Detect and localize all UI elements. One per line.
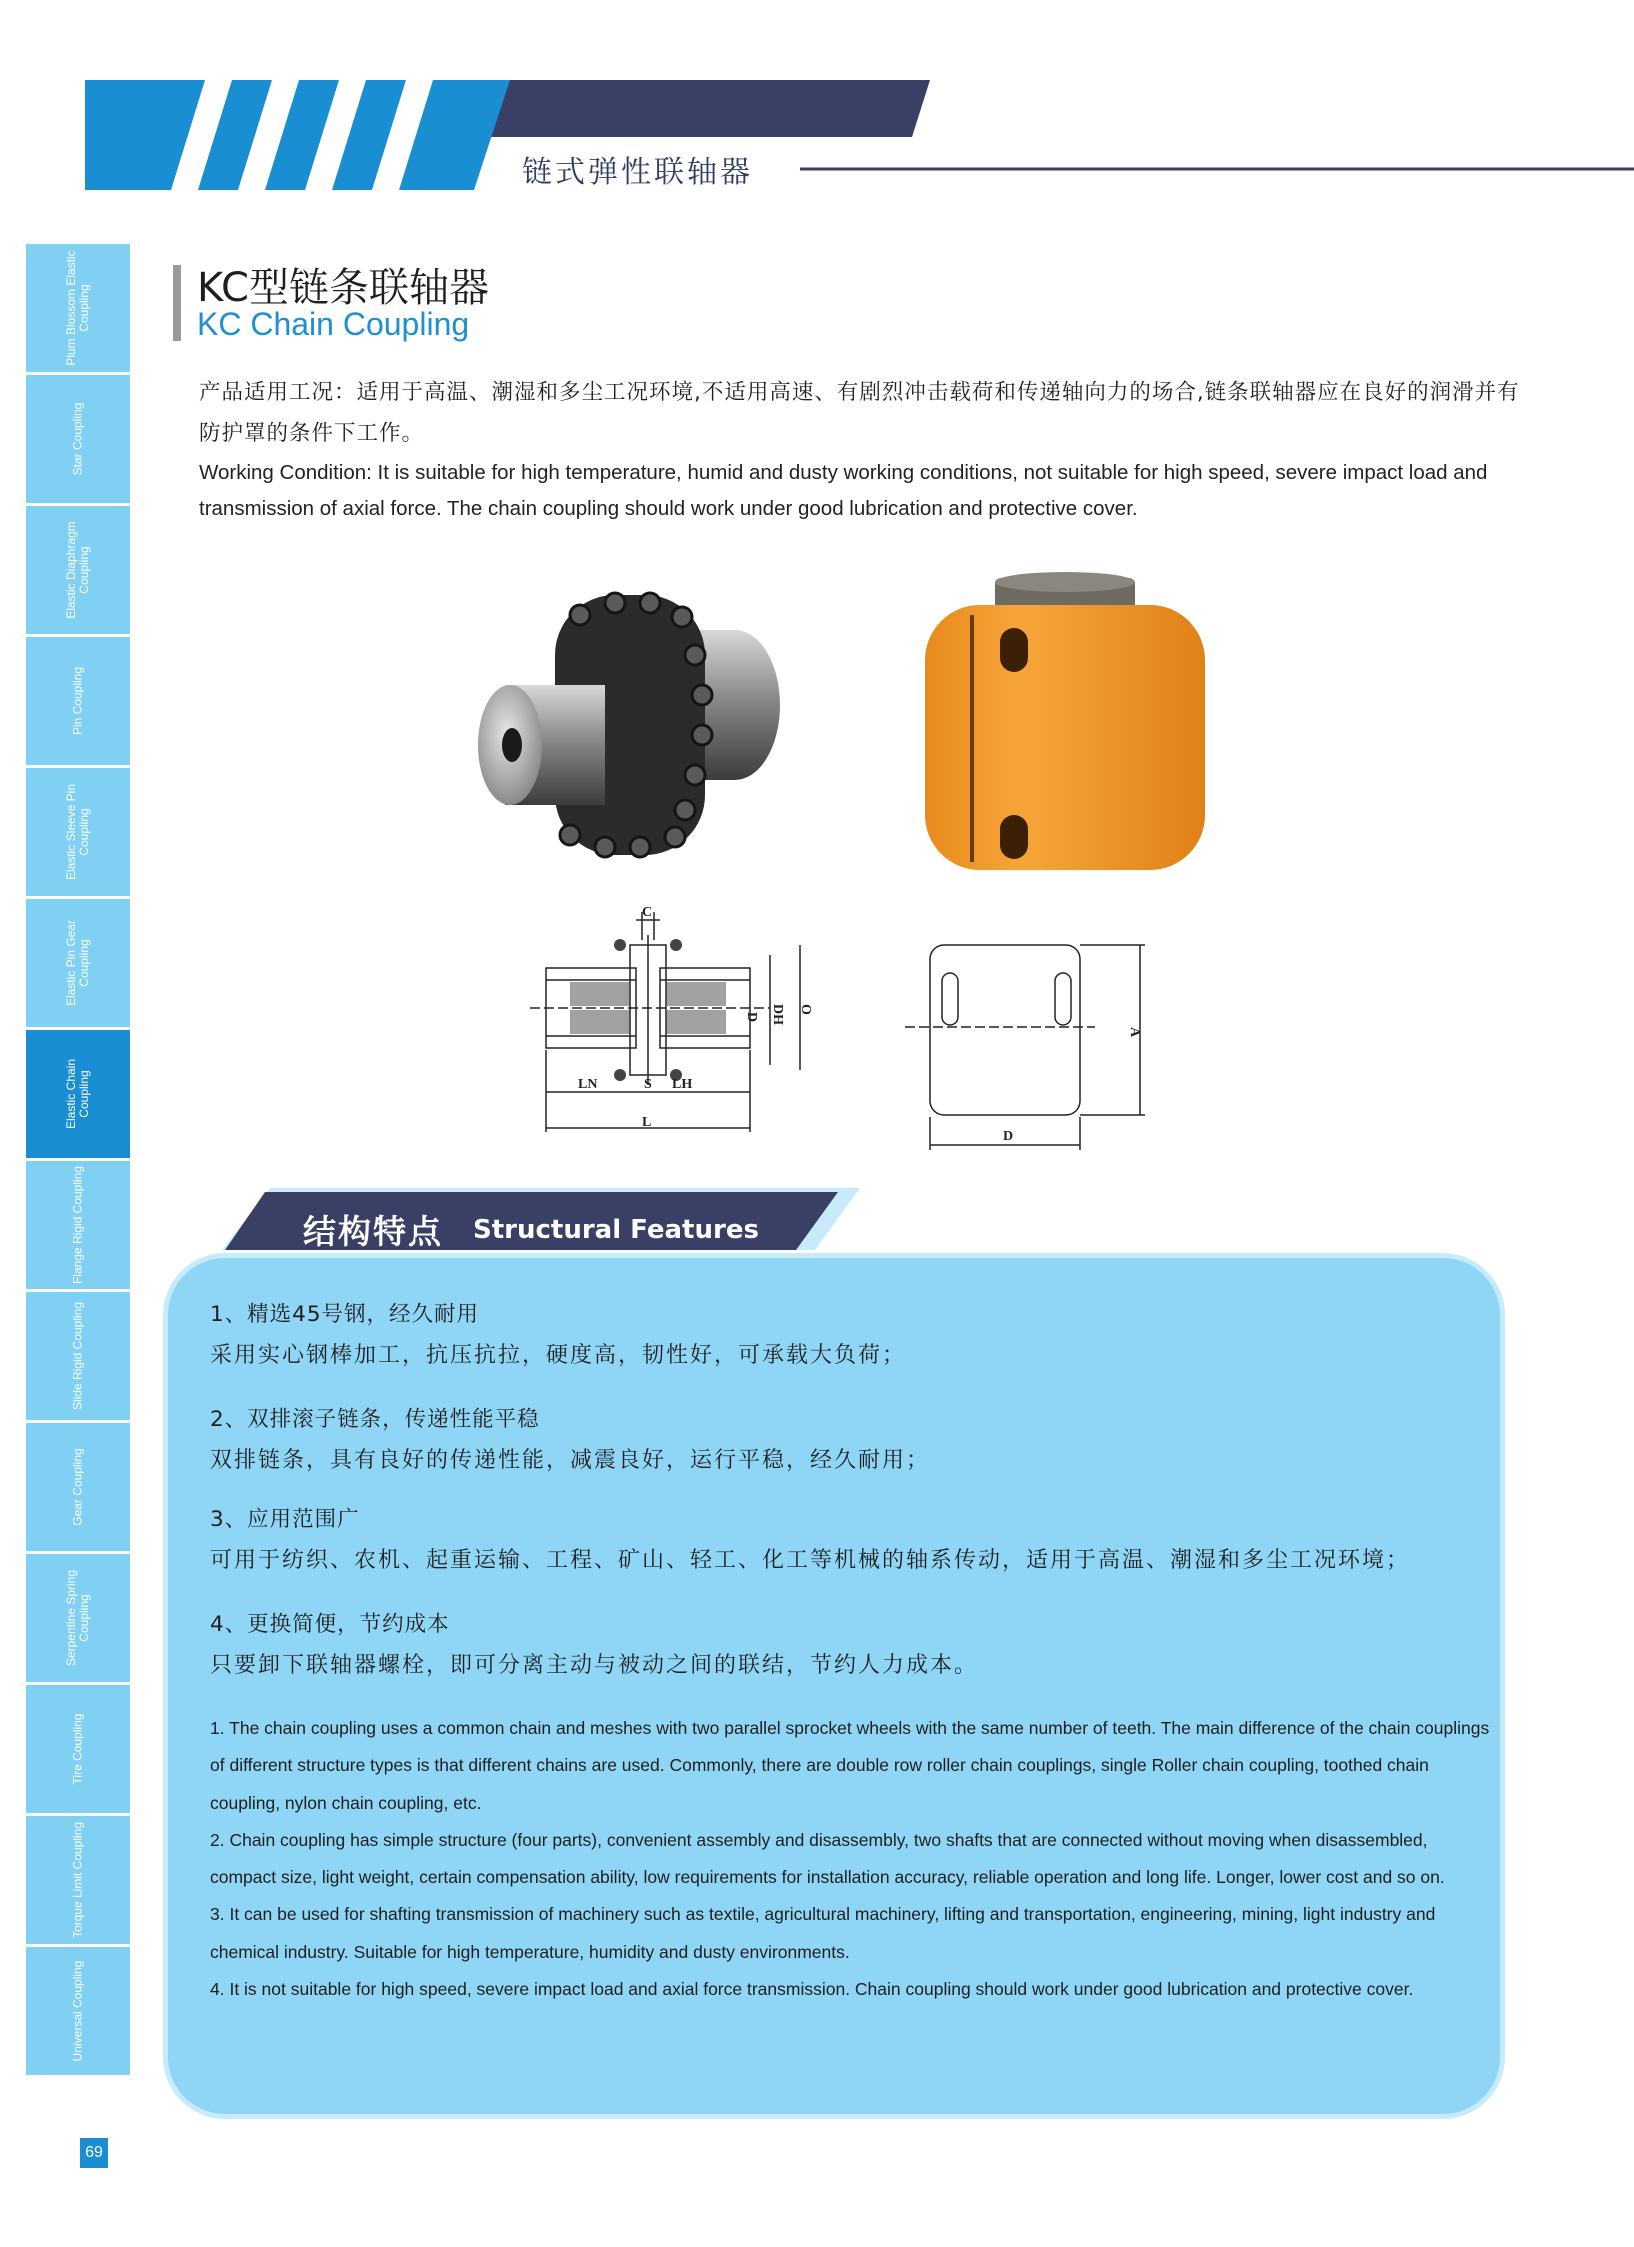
features-tab-title-en: Structural Features xyxy=(473,1215,759,1245)
feature-2-body: 双排链条，具有良好的传递性能，减震良好，运行平稳，经久耐用； xyxy=(210,1448,931,1473)
dim-label-dh: DH xyxy=(770,1004,785,1025)
sidebar-item-label: Serpentine Spring Coupling xyxy=(64,1569,91,1667)
coupling-section-drawing xyxy=(530,900,840,1145)
dim-label-l: L xyxy=(642,1115,652,1130)
dim-label-c: C xyxy=(642,905,653,920)
dim-label-ln: LN xyxy=(578,1077,598,1092)
sidebar-item-label: Pin Coupling xyxy=(70,666,85,736)
chain-coupling-photo xyxy=(470,575,800,875)
product-title-cn: KC型链条联轴器 xyxy=(197,265,489,311)
sidebar-item-label: Gear Coupling xyxy=(70,1448,85,1526)
sidebar-item-pin-gear[interactable] xyxy=(26,899,130,1027)
feature-3-heading: 3、应用范围广 xyxy=(210,1507,360,1532)
product-title-en: KC Chain Coupling xyxy=(197,306,470,342)
features-en-paragraph-2: 2. Chain coupling has simple structure (four parts), convenient assembly and disassembly, two shafts that are connected without moving when disassembled, compact size, light weight, certain compensation ability, low requirements for installation accuracy, reliable operation and long life. Longer, lower cost and so on. xyxy=(210,1829,1445,1888)
dim-label-s: S xyxy=(644,1077,652,1092)
coupling-cover-drawing xyxy=(905,935,1155,1165)
feature-2-heading: 2、双排滚子链条，传递性能平稳 xyxy=(210,1407,540,1432)
features-english-list xyxy=(210,1710,1490,2008)
sidebar-item-gear[interactable] xyxy=(26,1423,130,1551)
sidebar-item-chain[interactable] xyxy=(26,1030,130,1158)
feature-4-heading: 4、更换简便，节约成本 xyxy=(210,1612,450,1637)
sidebar-item-tire[interactable] xyxy=(26,1685,130,1813)
feature-1-heading: 1、精选45号钢，经久耐用 xyxy=(210,1302,480,1327)
header-banner xyxy=(0,0,1634,200)
sidebar-item-label: Elastic Diaphragm Coupling xyxy=(64,521,91,619)
features-en-paragraph-3: 3. It can be used for shafting transmission of machinery such as textile, agricultural machinery, lifting and transportation, engineering, mining, light industry and chemical industry. Suitable for high temperature, humidity and dusty environments. xyxy=(210,1904,1436,1962)
sidebar-item-slide-rigid[interactable] xyxy=(26,1292,130,1420)
feature-4-body: 只要卸下联轴器螺栓，即可分离主动与被动之间的联结，节约人力成本。 xyxy=(210,1653,979,1678)
sidebar-item-sleeve-pin[interactable] xyxy=(26,768,130,896)
sidebar-item-label: Flange Rigid Coupling xyxy=(70,1165,85,1285)
sidebar-item-flange-rigid[interactable] xyxy=(26,1161,130,1289)
category-sidebar xyxy=(26,244,130,2078)
features-tab-title-cn: 结构特点 xyxy=(303,1212,443,1251)
working-condition-en: Working Condition: It is suitable for high temperature, humid and dusty working conditions, not suitable for high speed, severe impact load and transmission of axial force. The chain coupling should work under good lubrication and protective cover. xyxy=(199,461,1488,520)
sidebar-item-pin[interactable] xyxy=(26,637,130,765)
features-en-paragraph-1: 1. The chain coupling uses a common chain and meshes with two parallel sprocket wheels with the same number of teeth. The main difference of the chain couplings of different structure types is that different chains are used. Commonly, there are double row roller chain couplings, single Roller chain coupling, toothed chain coupling, nylon chain coupling, etc. xyxy=(210,1718,1490,1813)
sidebar-item-star[interactable] xyxy=(26,375,130,503)
sidebar-item-label: Plum Blossom Elastic Coupling xyxy=(64,250,91,366)
sidebar-item-diaphragm[interactable] xyxy=(26,506,130,634)
sidebar-item-serpentine[interactable] xyxy=(26,1554,130,1682)
sidebar-item-label: Star Coupling xyxy=(70,402,85,476)
section-title: 链式弹性联轴器 xyxy=(522,155,753,190)
dim-label-d2: D xyxy=(1003,1129,1014,1144)
sidebar-item-label: Elastic Pin Gear Coupling xyxy=(64,919,91,1007)
sidebar-item-universal[interactable] xyxy=(26,1947,130,2075)
chain-coupling-cover-photo xyxy=(915,570,1215,880)
dim-label-lh: LH xyxy=(672,1077,693,1092)
page-number: 69 xyxy=(80,2138,108,2168)
sidebar-item-label: Slide Rigid Coupling xyxy=(70,1301,85,1411)
feature-1-body: 采用实心钢棒加工，抗压抗拉，硬度高，韧性好，可承载大负荷； xyxy=(210,1343,907,1368)
sidebar-item-label: Universal Coupling xyxy=(70,1960,85,2062)
dim-label-d: D xyxy=(744,1012,759,1023)
sidebar-item-label: Elastic Chain Coupling xyxy=(64,1058,91,1130)
sidebar-item-label: Tire Coupling xyxy=(70,1713,85,1785)
dim-label-a: A xyxy=(1127,1027,1142,1038)
sidebar-item-label: Torque Limit Coupling xyxy=(70,1821,85,1939)
sidebar-item-plum-blossom[interactable] xyxy=(26,244,130,372)
working-condition-cn: 产品适用工况：适用于高温、潮湿和多尘工况环境,不适用高速、有剧烈冲击载荷和传递轴向力的场合,链条联轴器应在良好的润滑并有防护罩的条件下工作。 xyxy=(199,380,1520,446)
sidebar-item-label: Elastic Sleeve Pin Coupling xyxy=(64,783,91,881)
feature-3-body: 可用于纺织、农机、起重运输、工程、矿山、轻工、化工等机械的轴系传动，适用于高温、潮湿和多尘工况环境； xyxy=(210,1548,1411,1573)
dim-label-o: O xyxy=(798,1004,813,1015)
sidebar-item-torque-limit[interactable] xyxy=(26,1816,130,1944)
features-en-paragraph-4: 4. It is not suitable for high speed, severe impact load and axial force transmission. Chain coupling should work under good lubrication and protective cover. xyxy=(210,1979,1414,2000)
title-accent-bar xyxy=(173,265,181,341)
